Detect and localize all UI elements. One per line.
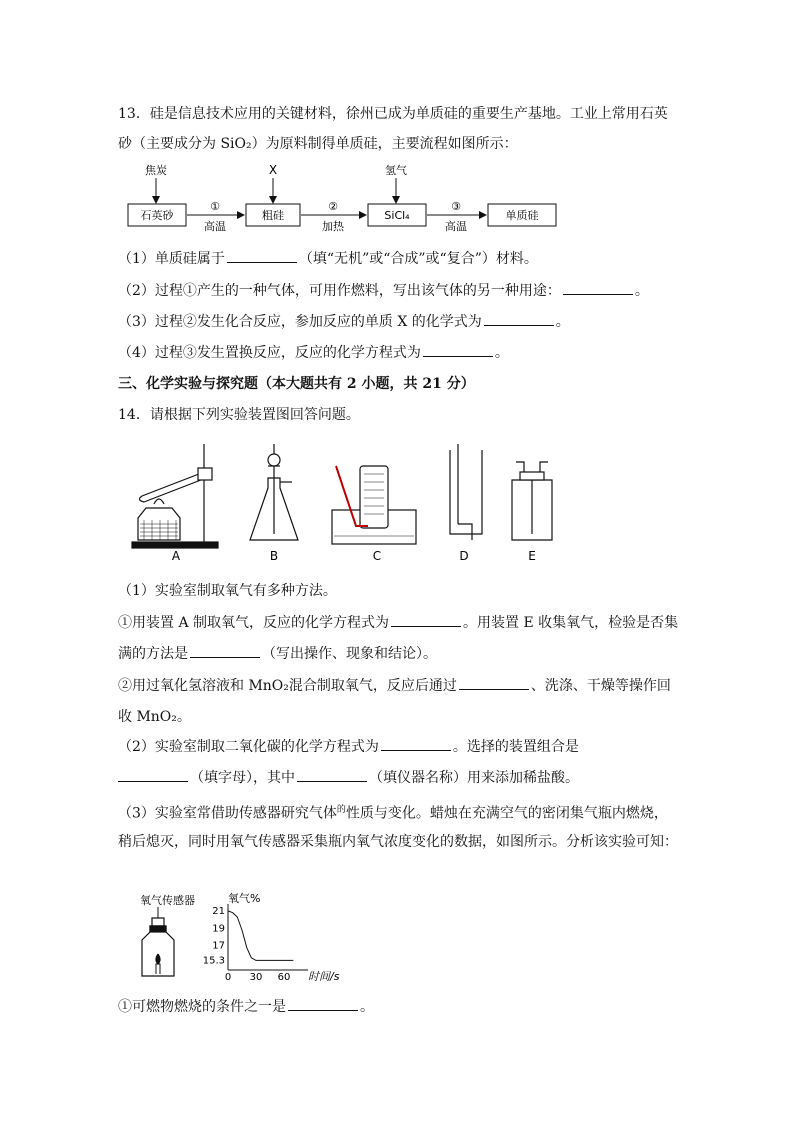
- apparatus-d: [450, 444, 482, 540]
- flow-box-label: 单质硅: [505, 209, 539, 222]
- q14-sub1a-line1: ①用装置 A 制取氧气，反应的化学方程式为 。用装置 E 收集氧气，检验是否集: [118, 615, 679, 631]
- y-tick-label: 17: [212, 940, 225, 952]
- apparatus-label: C: [372, 549, 382, 563]
- answer-blank[interactable]: [227, 250, 297, 263]
- apparatus-figure: [122, 436, 562, 566]
- y-tick-label: 15.3: [202, 955, 225, 967]
- q13-part1: （1）单质硅属于 （填“无机”或“合成”或“复合”）材料。: [118, 251, 538, 267]
- sensor-label: 氧气传感器: [140, 894, 195, 907]
- q14-sub2-line2: （填字母），其中 （填仪器名称）用来添加稀盐酸。: [118, 768, 579, 788]
- q14-sub2-line1: （2）实验室制取二氧化碳的化学方程式为 。选择的装置组合是: [118, 739, 579, 755]
- q13-line1: 13．硅是信息技术应用的关键材料，徐州已成为单质硅的重要生产基地。工业上常用石英: [118, 106, 668, 122]
- q14-intro: 14．请根据下列实验装置图回答问题。: [118, 407, 360, 423]
- y-axis-label: 氧气%: [228, 892, 261, 905]
- q13-part4: （4）过程③发生置换反应，反应的化学方程式为 。: [118, 345, 509, 361]
- q14-sub1b-line2: 收 MnO₂。: [118, 709, 191, 725]
- apparatus-label: D: [459, 549, 469, 563]
- apparatus-label: E: [528, 549, 536, 563]
- q14-sub3-line2: 稍后熄灭，同时用氧气传感器采集瓶内氧气浓度变化的数据，如图所示。分析该实验可知：: [118, 834, 678, 850]
- q13-line2: 砂（主要成分为 SiO₂）为原料制得单质硅，主要流程如图所示：: [118, 136, 518, 152]
- q14-sub1b-line1: ②用过氧化氢溶液和 MnO₂混合制取氧气，反应后通过 、洗涤、干燥等操作回: [118, 678, 671, 694]
- answer-blank[interactable]: [288, 998, 358, 1011]
- apparatus-label: B: [269, 549, 279, 563]
- q13-part2: （2）过程①产生的一种气体，可用作燃料，写出该气体的另一种用途： 。: [118, 283, 649, 299]
- x-tick-label: 30: [249, 972, 263, 983]
- answer-blank[interactable]: [563, 282, 633, 295]
- answer-blank[interactable]: [381, 738, 451, 751]
- apparatus-label: A: [171, 549, 181, 563]
- flow-box-label: 粗硅: [262, 209, 284, 222]
- apparatus-e: [512, 462, 552, 540]
- flow-box-label: SiCl₄: [384, 209, 410, 222]
- q14-sub3-line1: （3）实验室常借助传感器研究气体$^的$性质与变化。蜡烛在充满空气的密闭集气瓶内燃烧，: [118, 805, 668, 822]
- apparatus-c: [332, 466, 416, 544]
- answer-blank[interactable]: [459, 677, 529, 690]
- apparatus-a: [132, 444, 218, 548]
- flow-step-num: ①: [210, 200, 220, 213]
- apparatus-b: [250, 444, 298, 540]
- q13-part3: （3）过程②发生化合反应，参加反应的单质 X 的化学式为 。: [118, 314, 570, 330]
- flow-input-hydrogen: 氢气: [385, 164, 407, 177]
- answer-blank[interactable]: [423, 344, 493, 357]
- candle-flame: [156, 954, 160, 964]
- oxygen-sensor-figure: [128, 888, 348, 984]
- answer-blank[interactable]: [297, 769, 367, 782]
- collecting-bottle: [142, 918, 174, 976]
- answer-blank[interactable]: [118, 769, 188, 782]
- flow-step-cond: 高温: [204, 220, 226, 233]
- x-axis-label: 时间/s: [308, 970, 340, 983]
- x-tick-label: 60: [277, 972, 291, 983]
- section-3-heading: 三、化学实验与探究题（本大题共有 2 小题，共 21 分）: [118, 376, 475, 392]
- series-line-oxygen: [228, 911, 293, 961]
- flow-step-num: ②: [328, 200, 338, 213]
- y-tick-label: 21: [212, 905, 225, 917]
- q14-sub1: （1）实验室制取氧气有多种方法。: [118, 583, 337, 599]
- answer-blank[interactable]: [391, 614, 461, 627]
- flow-step-num: ③: [451, 200, 461, 213]
- flow-diagram: [110, 158, 590, 238]
- flow-box-label: 石英砂: [140, 209, 174, 222]
- flow-step-cond: 加热: [322, 220, 344, 233]
- q14-sub3d: ①可燃物燃烧的条件之一是 。: [118, 999, 374, 1015]
- q14-sub1a-line2: 满的方法是 （写出操作、现象和结论）。: [118, 646, 437, 662]
- x-tick-label: 0: [224, 972, 232, 983]
- y-tick-label: 19: [212, 923, 225, 935]
- answer-blank[interactable]: [484, 313, 554, 326]
- flow-step-cond: 高温: [445, 220, 467, 233]
- flow-input-x: X: [268, 163, 278, 177]
- flow-input-coke: 焦炭: [145, 164, 167, 177]
- answer-blank[interactable]: [190, 645, 260, 658]
